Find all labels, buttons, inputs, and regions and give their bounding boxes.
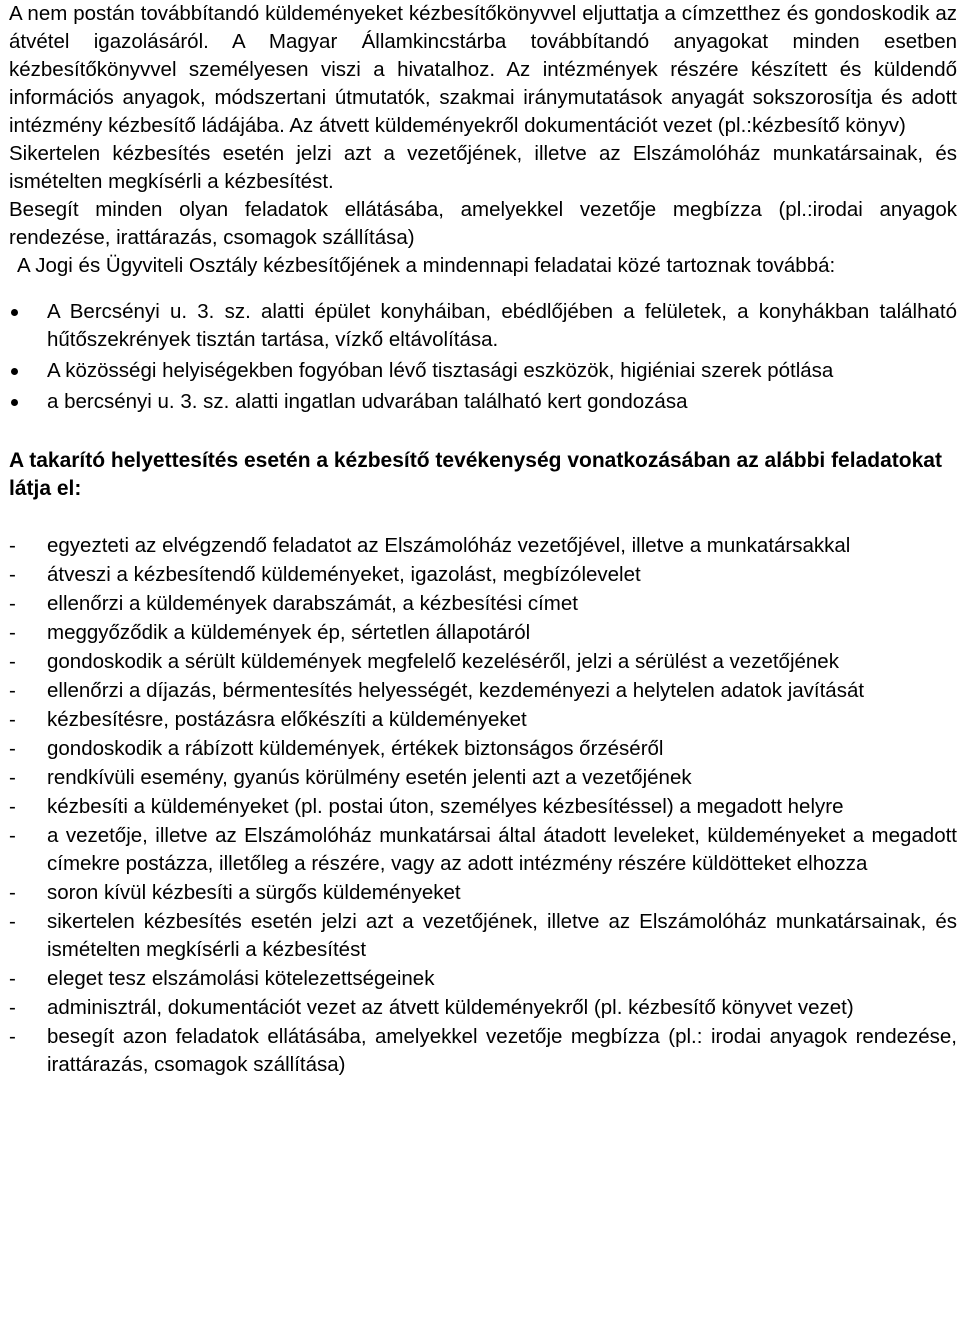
dash-list-item (9, 994, 957, 1022)
dash-list-item (9, 1023, 957, 1079)
dash-list-item (9, 908, 957, 964)
dash-list-item (9, 561, 957, 589)
dash-item-text: ellenőrzi a díjazás, bérmentesítés helyességét, kezdeményezi a helytelen adatok javítását (47, 679, 865, 702)
dash-marker: - (9, 708, 16, 731)
dash-marker: - (9, 795, 16, 818)
dash-marker: - (9, 592, 16, 615)
dash-marker: - (9, 967, 16, 990)
dash-item-text: eleget tesz elszámolási kötelezettségeinek (47, 967, 435, 990)
bullet-item: A közösségi helyiségekben fogyóban lévő tisztasági eszközök, higiéniai szerek pótlása (9, 357, 957, 385)
dash-marker: - (9, 650, 16, 673)
dash-item-text: kézbesíti a küldeményeket (pl. postai úton, személyes kézbesítéssel) a megadott helyre (47, 795, 844, 818)
bullet-item: A Bercsényi u. 3. sz. alatti épület konyháiban, ebédlőjében a felületek, a konyhákban található hűtőszekrények tisztán tartása, vízkő eltávolítása. (9, 298, 957, 354)
dash-item-text: meggyőződik a küldemények ép, sértetlen állapotáról (47, 621, 531, 644)
dash-item-text: átveszi a kézbesítendő küldeményeket, igazolást, megbízólevelet (47, 563, 641, 586)
dash-marker: - (9, 737, 16, 760)
bullet-list (9, 298, 957, 416)
dash-item-text: gondoskodik a rábízott küldemények, értékek biztonságos őrzéséről (47, 737, 664, 760)
dash-marker: - (9, 996, 16, 1019)
dash-marker: - (9, 824, 16, 847)
dash-marker: - (9, 881, 16, 904)
bullet-icon (11, 368, 18, 375)
dash-list-item (9, 648, 957, 676)
bullet-icon (11, 399, 18, 406)
dash-list (9, 532, 957, 1079)
dash-list-item (9, 532, 957, 560)
dash-list-item (9, 879, 957, 907)
dash-item-text: rendkívüli esemény, gyanús körülmény esetén jelenti azt a vezetőjének (47, 766, 692, 789)
dash-list-item (9, 706, 957, 734)
dash-list-item (9, 793, 957, 821)
bullet-icon (11, 309, 18, 316)
dash-marker: - (9, 563, 16, 586)
dash-item-text: besegít azon feladatok ellátásába, amelyekkel vezetője megbízza (pl.: irodai anyagok rendezése, irattárazás, csomagok szállítása) (47, 1025, 957, 1076)
paragraph-delivery-duties: A nem postán továbbítandó küldeményeket kézbesítőkönyvvel eljuttatja a címzetthez és gondoskodik az átvétel igazolásáról. A Magyar Államkincstárba továbbítandó anyagokat minden esetben kézbesítőkönyvvel személyesen viszi a hivatalhoz. Az intézmények részére készített és küldendő információs anyagok, módszertani útmutatók, szakmai iránymutatások anyagát sokszorosítja és adott intézmény kézbesítő ládájába. Az átvett küldeményekről dokumentációt vezet (pl.:kézbesítő könyv) (9, 2, 957, 137)
dash-marker: - (9, 621, 16, 644)
dash-list-item (9, 735, 957, 763)
dash-marker: - (9, 910, 16, 933)
dash-list-item (9, 619, 957, 647)
dash-marker: - (9, 679, 16, 702)
dash-marker: - (9, 1025, 16, 1048)
paragraph-assistance: Besegít minden olyan feladatok ellátásába, amelyekkel vezetője megbízza (pl.:irodai anyagok rendezése, irattárazás, csomagok szállítása) (9, 198, 957, 249)
dash-list-item (9, 965, 957, 993)
dash-marker: - (9, 534, 16, 557)
dash-list-item (9, 822, 957, 878)
dash-list-item (9, 764, 957, 792)
dash-marker: - (9, 766, 16, 789)
dash-item-text: a vezetője, illetve az Elszámolóház munkatársai által átadott leveleket, küldeményeket a megadott címekre postázza, illetőleg a részére, vagy az adott intézmény részére küldötteket elhozza (47, 824, 957, 875)
dash-item-text: ellenőrzi a küldemények darabszámát, a kézbesítési címet (47, 592, 578, 615)
dash-item-text: adminisztrál, dokumentációt vezet az átvett küldeményekről (pl. kézbesítő könyvet vezet) (47, 996, 854, 1019)
dash-item-text: gondoskodik a sérült küldemények megfelelő kezeléséről, jelzi a sérülést a vezetőjének (47, 650, 839, 673)
section-heading: A takarító helyettesítés esetén a kézbesítő tevékenység vonatkozásában az alábbi feladatokat látja el: (9, 449, 942, 500)
dash-item-text: egyezteti az elvégzendő feladatot az Elszámolóház vezetőjével, illetve a munkatársakkal (47, 534, 851, 557)
dash-item-text: soron kívül kézbesíti a sürgős küldeményeket (47, 881, 461, 904)
paragraph-failed-delivery: Sikertelen kézbesítés esetén jelzi azt a vezetőjének, illetve az Elszámolóház munkatársainak, és ismételten megkísérli a kézbesítést. (9, 142, 957, 193)
dash-list-item (9, 590, 957, 618)
bullet-item: a bercsényi u. 3. sz. alatti ingatlan udvarában található kert gondozása (9, 388, 957, 416)
dash-item-text: sikertelen kézbesítés esetén jelzi azt a vezetőjének, illetve az Elszámolóház munkatársainak, és ismételten megkísérli a kézbesítést (47, 910, 957, 961)
dash-list-item (9, 677, 957, 705)
dash-item-text: kézbesítésre, postázásra előkészíti a küldeményeket (47, 708, 527, 731)
paragraph-legal-dept-intro: A Jogi és Ügyviteli Osztály kézbesítőjének a mindennapi feladatai közé tartoznak továbbá: (17, 254, 836, 277)
